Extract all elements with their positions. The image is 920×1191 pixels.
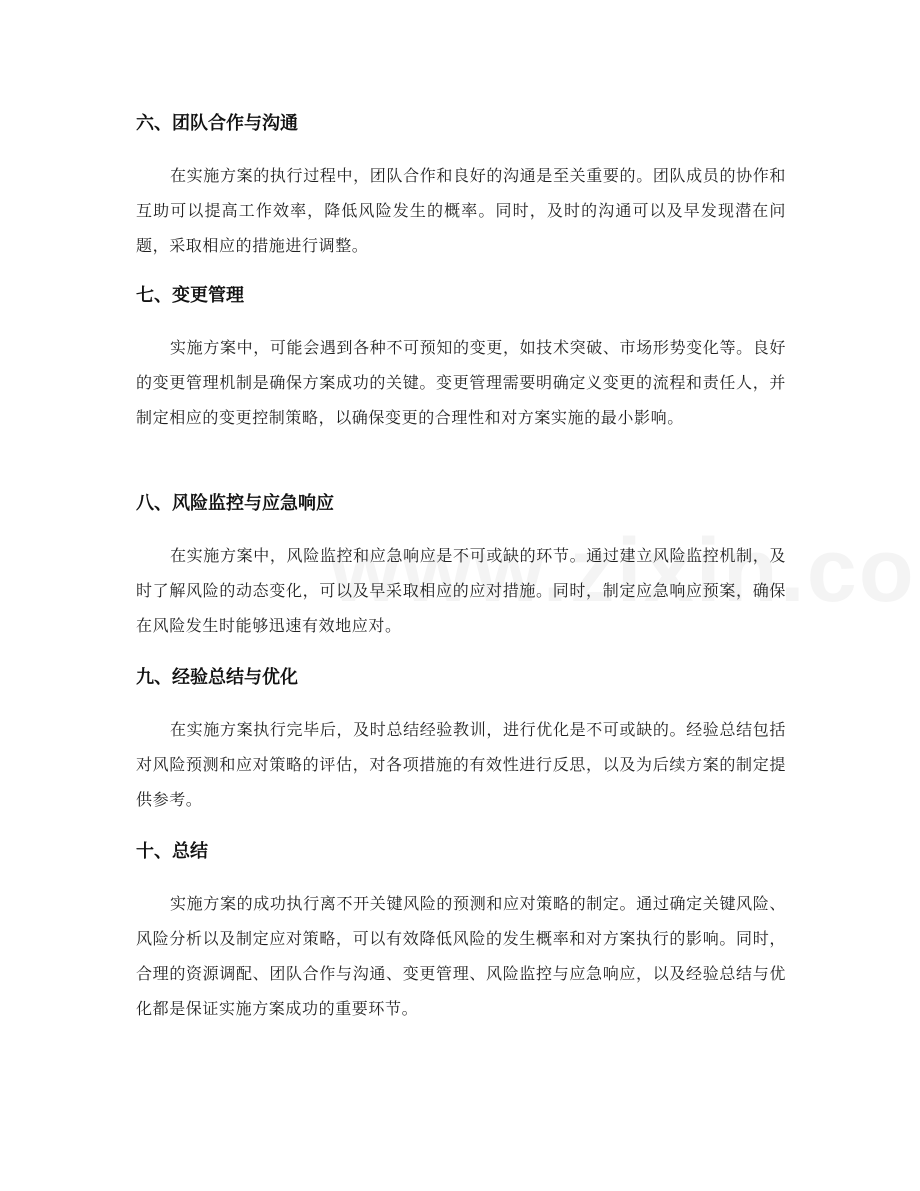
section-paragraph: 在实施方案的执行过程中，团队合作和良好的沟通是至关重要的。团队成员的协作和互助可以提高工作效率，降低风险发生的概率。同时，及时的沟通可以及早发现潜在问题，采取相应的措施进行调整。 (136, 166, 786, 255)
section-heading: 七、变更管理 (136, 285, 244, 306)
section-risk-monitoring (136, 492, 786, 643)
section-teamwork (136, 112, 786, 263)
section-heading: 六、团队合作与沟通 (136, 113, 298, 134)
section-heading: 十、总结 (136, 841, 208, 862)
section-conclusion (136, 840, 786, 1026)
section-heading: 八、风险监控与应急响应 (136, 493, 334, 514)
section-paragraph: 在实施方案中，风险监控和应急响应是不可或缺的环节。通过建立风险监控机制，及时了解风险的动态变化，可以及早采取相应的应对措施。同时，制定应急响应预案，确保在风险发生时能够迅速有效地应对。 (136, 546, 786, 635)
section-paragraph: 实施方案中，可能会遇到各种不可预知的变更，如技术突破、市场形势变化等。良好的变更管理机制是确保方案成功的关键。变更管理需要明确定义变更的流程和责任人，并制定相应的变更控制策略，以确保变更的合理性和对方案实施的最小影响。 (136, 338, 786, 427)
section-heading: 九、经验总结与优化 (136, 667, 298, 688)
section-paragraph: 实施方案的成功执行离不开关键风险的预测和应对策略的制定。通过确定关键风险、风险分析以及制定应对策略，可以有效降低风险的发生概率和对方案执行的影响。同时，合理的资源调配、团队合作与沟通、变更管理、风险监控与应急响应，以及经验总结与优化都是保证实施方案成功的重要环节。 (136, 894, 786, 1018)
section-paragraph: 在实施方案执行完毕后，及时总结经验教训，进行优化是不可或缺的。经验总结包括对风险预测和应对策略的评估，对各项措施的有效性进行反思，以及为后续方案的制定提供参考。 (136, 720, 786, 809)
section-experience-summary (136, 666, 786, 817)
section-change-management (136, 284, 786, 435)
